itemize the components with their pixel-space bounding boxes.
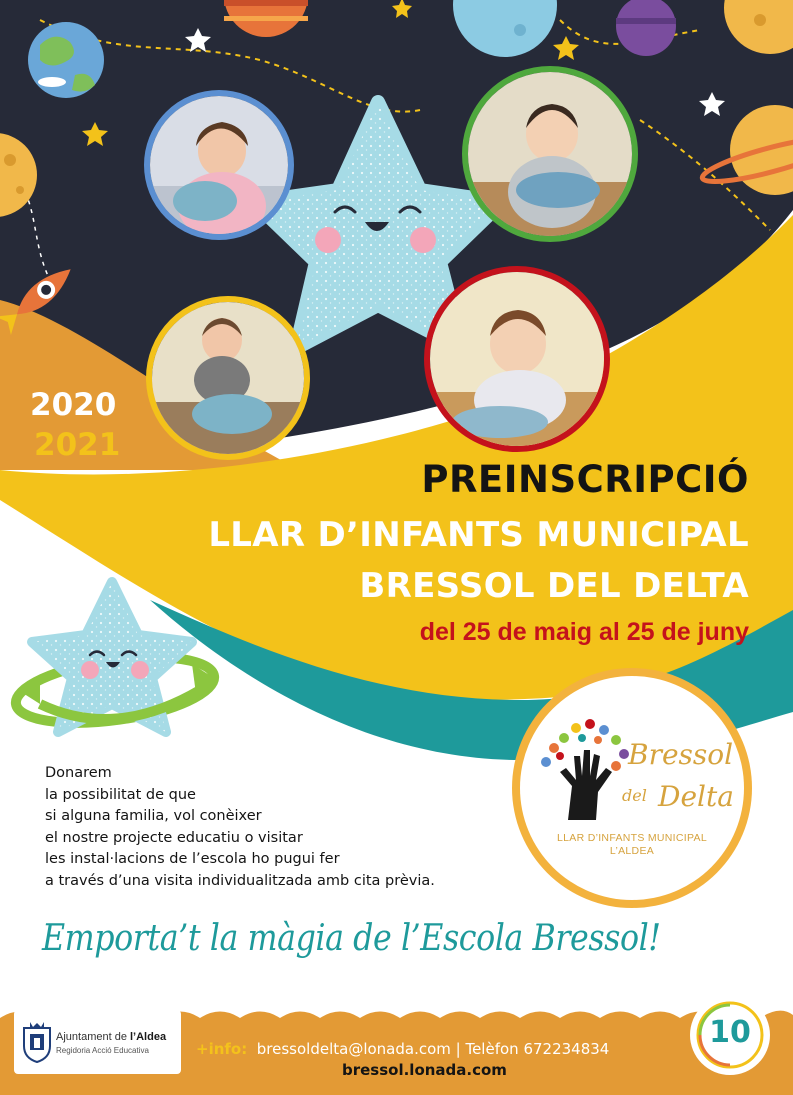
body-line: el nostre projecte educatiu o visitar xyxy=(45,829,303,846)
logo-line-2: L’ALDEA xyxy=(609,845,655,857)
dates: del 25 de maig al 25 de juny xyxy=(419,618,749,646)
bressol-logo xyxy=(512,668,752,908)
photo-child-3 xyxy=(146,296,310,460)
info-text: bressoldelta@lonada.com | Telèfon 672234834 xyxy=(256,1040,610,1058)
photo-child-1 xyxy=(144,90,294,240)
logo-line-1: LLAR D’INFANTS MUNICIPAL xyxy=(557,832,707,844)
subtitle-line-1: LLAR D’INFANTS MUNICIPAL xyxy=(208,515,749,555)
bressol-logo-inner xyxy=(520,676,744,900)
body-line: la possibilitat de que xyxy=(45,786,196,803)
body-line: Donarem xyxy=(45,765,112,781)
logo-word-bressol: Bressol xyxy=(628,738,734,771)
town-shield-icon xyxy=(20,1020,54,1064)
ajuntament-place: l’Aldea xyxy=(130,1031,167,1043)
headline: PREINSCRIPCIÓ xyxy=(421,458,749,501)
logo-word-del: del xyxy=(622,786,647,805)
body-text xyxy=(45,763,435,893)
logo-word-delta: Delta xyxy=(658,780,734,813)
website-link[interactable]: bressol.lonada.com xyxy=(342,1061,507,1079)
ajuntament-name xyxy=(56,1031,166,1043)
badge-number: 10 xyxy=(709,1015,751,1050)
year-end: 2021 xyxy=(34,427,121,463)
body-line: a través d’una visita individualitzada amb cita prèvia. xyxy=(45,872,435,889)
photo-child-4 xyxy=(424,266,610,452)
subtitle-line-2: BRESSOL DEL DELTA xyxy=(359,566,749,606)
photo-child-2 xyxy=(462,66,638,242)
body-line: les instal·lacions de l’escola ho pugui fer xyxy=(45,851,340,868)
slogan: Emporta’t la màgia de l’Escola Bressol! xyxy=(42,918,661,959)
footer-info xyxy=(196,1040,609,1058)
anniversary-badge xyxy=(690,995,770,1075)
year-start: 2020 xyxy=(30,387,117,423)
info-label: +info: xyxy=(196,1040,248,1058)
earth-icon xyxy=(28,22,104,98)
body-line: si alguna familia, vol conèixer xyxy=(45,808,262,825)
ajuntament-subtitle: Regidoria Acció Educativa xyxy=(56,1046,149,1055)
ajuntament-logo xyxy=(14,1010,181,1074)
ajuntament-prefix: Ajuntament de xyxy=(56,1031,130,1043)
